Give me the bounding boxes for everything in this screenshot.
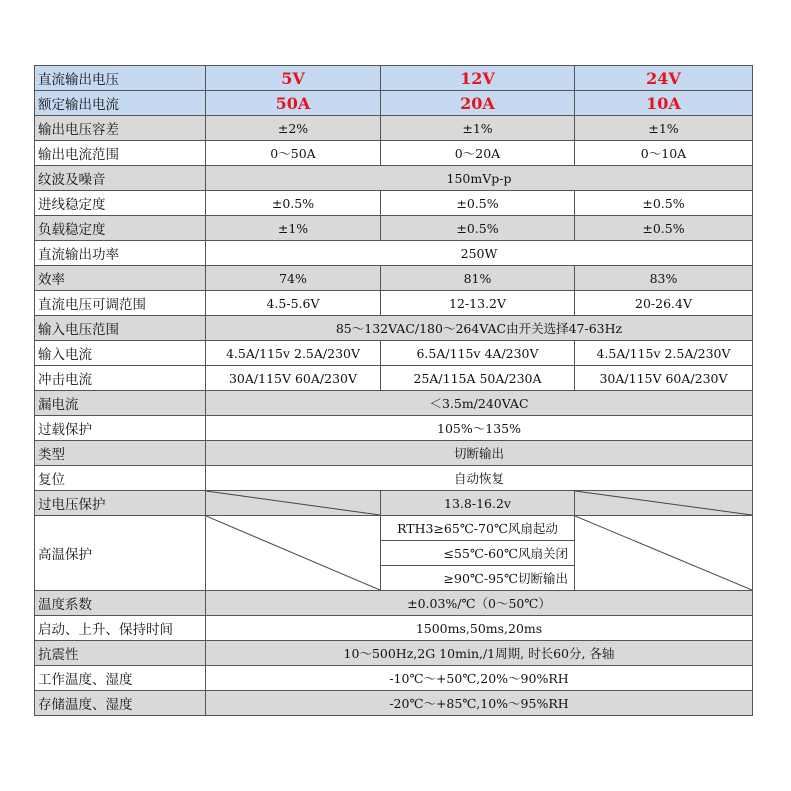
- row-label: 输出电流范围: [35, 141, 206, 166]
- table-row: [35, 191, 753, 216]
- cell-value: 0～10A: [575, 141, 753, 166]
- header-value: 20A: [381, 91, 575, 116]
- cell-value: -20℃～+85℃,10%～95%RH: [206, 691, 753, 716]
- row-label: 输入电压范围: [35, 316, 206, 341]
- cell-value: 74%: [206, 266, 381, 291]
- header-value: 10A: [575, 91, 753, 116]
- row-label: 输出电压容差: [35, 116, 206, 141]
- cell-value: 105%～135%: [206, 416, 753, 441]
- row-label: 冲击电流: [35, 366, 206, 391]
- table-row: [35, 616, 753, 641]
- table-row: [35, 466, 753, 491]
- row-label: 额定输出电流: [35, 91, 206, 116]
- spec-table: [34, 65, 753, 716]
- diagonal-cell: [575, 491, 753, 516]
- cell-value: 81%: [381, 266, 575, 291]
- row-label: 类型: [35, 441, 206, 466]
- cell-value: 13.8-16.2v: [381, 491, 575, 516]
- table-row: [35, 91, 753, 116]
- cell-value: 1500ms,50ms,20ms: [206, 616, 753, 641]
- cell-value: 250W: [206, 241, 753, 266]
- cell-value: 20-26.4V: [575, 291, 753, 316]
- header-value: 12V: [381, 66, 575, 91]
- row-label: 直流输出电压: [35, 66, 206, 91]
- cell-value: 6.5A/115v 4A/230V: [381, 341, 575, 366]
- cell-value: 切断输出: [206, 441, 753, 466]
- table-row: [35, 141, 753, 166]
- cell-value: ±0.5%: [206, 191, 381, 216]
- table-row: [35, 591, 753, 616]
- table-row: [35, 641, 753, 666]
- row-label: 温度系数: [35, 591, 206, 616]
- table-row: [35, 391, 753, 416]
- row-label: 输入电流: [35, 341, 206, 366]
- row-label: 过载保护: [35, 416, 206, 441]
- cell-value: -10℃～+50℃,20%～90%RH: [206, 666, 753, 691]
- table-row: [35, 666, 753, 691]
- table-row: [35, 241, 753, 266]
- cell-value: ±0.5%: [381, 216, 575, 241]
- header-value: 5V: [206, 66, 381, 91]
- cell-value: 自动恢复: [206, 466, 753, 491]
- cell-value: ±1%: [206, 216, 381, 241]
- cell-value: ±0.03%/℃（0～50℃）: [206, 591, 753, 616]
- table-row: [35, 291, 753, 316]
- cell-value: ＜3.5m/240VAC: [206, 391, 753, 416]
- table-row: [35, 166, 753, 191]
- table-row: [35, 441, 753, 466]
- table-row: [35, 316, 753, 341]
- table-row: [35, 491, 753, 516]
- cell-value: 10～500Hz,2G 10min,/1周期, 时长60分, 各轴: [206, 641, 753, 666]
- cell-value: 25A/115A 50A/230A: [381, 366, 575, 391]
- cell-value: 0～50A: [206, 141, 381, 166]
- cell-value: ±0.5%: [381, 191, 575, 216]
- cell-value: ≥90℃-95℃切断输出: [381, 566, 575, 591]
- cell-value: 0～20A: [381, 141, 575, 166]
- cell-value: 150mVp-p: [206, 166, 753, 191]
- table-row: [35, 416, 753, 441]
- row-label: 漏电流: [35, 391, 206, 416]
- table-row: [35, 516, 753, 541]
- row-label: 过电压保护: [35, 491, 206, 516]
- table-row: [35, 341, 753, 366]
- row-label: 效率: [35, 266, 206, 291]
- row-label: 直流输出功率: [35, 241, 206, 266]
- cell-value: 85～132VAC/180～264VAC由开关选择47-63Hz: [206, 316, 753, 341]
- header-value: 50A: [206, 91, 381, 116]
- table-row: [35, 366, 753, 391]
- diagonal-cell: [206, 491, 381, 516]
- row-label: 抗震性: [35, 641, 206, 666]
- cell-value: ±1%: [381, 116, 575, 141]
- cell-value: 30A/115V 60A/230V: [206, 366, 381, 391]
- cell-value: ±0.5%: [575, 216, 753, 241]
- row-label: 纹波及噪音: [35, 166, 206, 191]
- cell-value: ≤55℃-60℃风扇关闭: [381, 541, 575, 566]
- row-label: 高温保护: [35, 516, 206, 591]
- cell-value: 4.5A/115v 2.5A/230V: [206, 341, 381, 366]
- row-label: 启动、上升、保持时间: [35, 616, 206, 641]
- cell-value: RTH3≥65℃-70℃风扇起动: [381, 516, 575, 541]
- row-label: 直流电压可调范围: [35, 291, 206, 316]
- row-label: 存储温度、湿度: [35, 691, 206, 716]
- row-label: 进线稳定度: [35, 191, 206, 216]
- header-value: 24V: [575, 66, 753, 91]
- diagonal-cell: [575, 516, 753, 591]
- cell-value: 4.5-5.6V: [206, 291, 381, 316]
- cell-value: 12-13.2V: [381, 291, 575, 316]
- cell-value: 83%: [575, 266, 753, 291]
- diagonal-cell: [206, 516, 381, 591]
- cell-value: ±1%: [575, 116, 753, 141]
- row-label: 负载稳定度: [35, 216, 206, 241]
- table-row: [35, 116, 753, 141]
- table-row: [35, 691, 753, 716]
- cell-value: 4.5A/115v 2.5A/230V: [575, 341, 753, 366]
- table-row: [35, 266, 753, 291]
- row-label: 工作温度、湿度: [35, 666, 206, 691]
- cell-value: ±0.5%: [575, 191, 753, 216]
- table-row: [35, 216, 753, 241]
- cell-value: 30A/115V 60A/230V: [575, 366, 753, 391]
- cell-value: ±2%: [206, 116, 381, 141]
- row-label: 复位: [35, 466, 206, 491]
- table-row: [35, 66, 753, 91]
